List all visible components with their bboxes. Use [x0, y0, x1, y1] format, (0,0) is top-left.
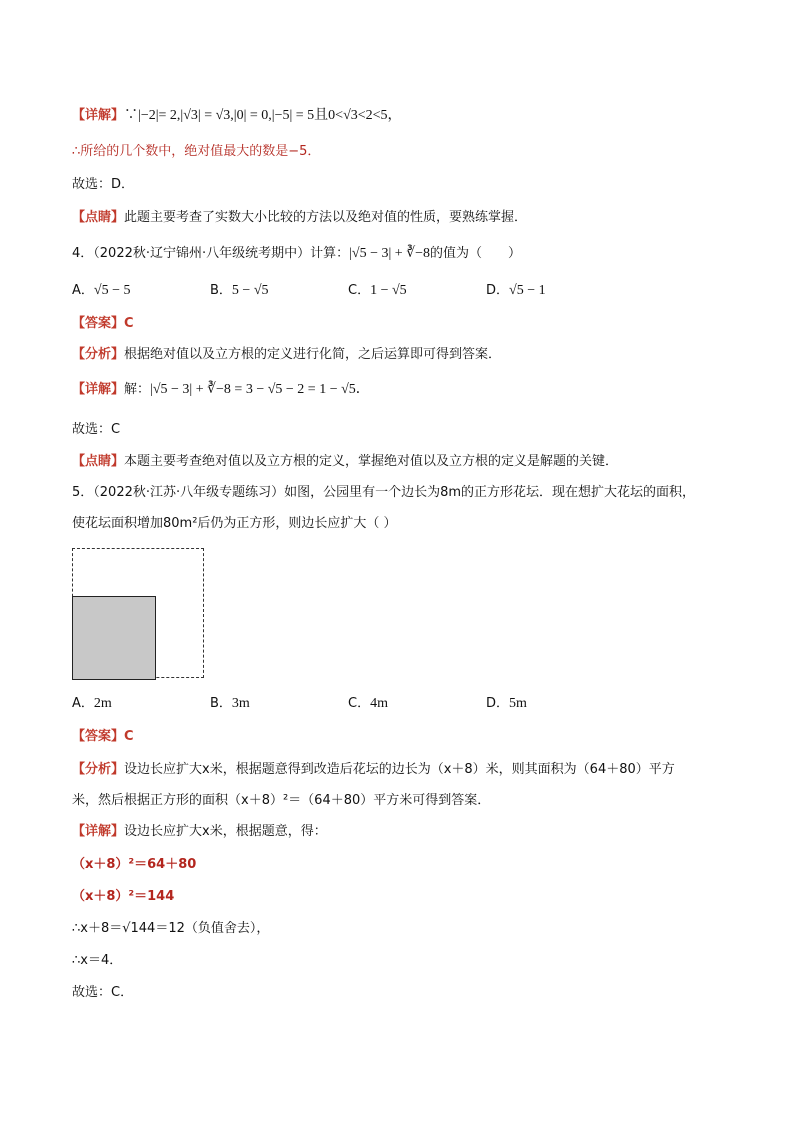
analysis-tag: 【分析】 — [72, 762, 125, 777]
q5-option-b: B．3m — [210, 696, 250, 711]
q5-option-a: A．2m — [72, 696, 112, 711]
q5-answer-value: C — [124, 729, 134, 744]
answer-tag: 【答案】 — [72, 316, 125, 331]
q4-option-b: B．5 − √5 — [210, 283, 269, 298]
q4-detail-line — [72, 380, 370, 400]
q5-stem-line1: 5．（2022秋·江苏·八年级专题练习）如图，公园里有一个边长为8m的正方形花坛．现在想扩大花坛的面积， — [72, 485, 696, 500]
q4-option-c: C．1 − √5 — [348, 283, 407, 298]
q4-option-a: A．√5 − 5 — [72, 283, 131, 298]
q3-detail-line — [72, 106, 402, 126]
analysis-tag: 【分析】 — [72, 347, 125, 362]
q5-step-1: （x＋8）²＝64＋80 — [72, 857, 197, 872]
original-square-shaded — [72, 596, 156, 680]
q3-comment-line — [72, 208, 527, 228]
q4-stem-prefix: 4．（2022秋·辽宁锦州·八年级统考期中）计算： — [72, 246, 350, 261]
q5-step-2: （x＋8）²＝144 — [72, 889, 175, 904]
q4-choice: 故选：C — [72, 422, 121, 437]
q5-analysis-line2: 米，然后根据正方形的面积（x＋8）²＝（64＋80）平方米可得到答案． — [72, 793, 491, 808]
q4-option-d: D．√5 − 1 — [486, 283, 546, 298]
detail-tag: 【详解】 — [72, 108, 125, 123]
q3-comment-text: 此题主要考查了实数大小比较的方法以及绝对值的性质，要熟练掌握． — [124, 210, 528, 225]
q3-detail-math: ∵|−2|= 2,|√3| = √3,|0| = 0,|−5| = 5且0<√3<2<5， — [124, 108, 402, 123]
q4-stem — [72, 244, 521, 264]
answer-tag: 【答案】 — [72, 729, 125, 744]
q5-analysis-text1: 设边长应扩大x米，根据题意得到改造后花坛的边长为（x＋8）米，则其面积为（64＋80）平方 — [124, 762, 675, 777]
q4-stem-suffix: 的值为（ ） — [430, 246, 522, 261]
q4-comment-text: 本题主要考查绝对值以及立方根的定义，掌握绝对值以及立方根的定义是解题的关键． — [124, 454, 619, 469]
q5-stem-line2: 使花坛面积增加80m²后仍为正方形，则边长应扩大（ ） — [72, 516, 397, 531]
comment-tag: 【点睛】 — [72, 210, 125, 225]
q5-option-c: C．4m — [348, 696, 388, 711]
q5-analysis-line1 — [72, 760, 675, 780]
q4-analysis-text: 根据绝对值以及立方根的定义进行化简，之后运算即可得到答案． — [124, 347, 502, 362]
q3-choice: 故选：D． — [72, 177, 135, 192]
q5-step-4: ∴x＝4． — [72, 953, 123, 968]
q5-answer-line — [72, 727, 134, 747]
q5-option-d: D．5m — [486, 696, 527, 711]
q4-answer-line — [72, 314, 134, 334]
detail-tag: 【详解】 — [72, 824, 125, 839]
comment-tag: 【点睛】 — [72, 454, 125, 469]
q4-stem-expr: |√5 − 3| + ∛−8 — [349, 246, 431, 261]
q5-detail-text: 设边长应扩大x米，根据题意，得： — [124, 824, 327, 839]
q3-conclusion: ∴所给的几个数中，绝对值最大的数是−5． — [72, 144, 321, 159]
q4-comment-line — [72, 452, 618, 472]
q5-step-3: ∴x＋8＝√144＝12（负值舍去）， — [72, 921, 270, 936]
flowerbed-diagram — [72, 548, 206, 680]
q4-answer-value: C — [124, 316, 134, 331]
q4-detail-math: |√5 − 3| + ∛−8 = 3 − √5 − 2 = 1 − √5． — [150, 382, 370, 397]
q4-detail-prefix: 解： — [124, 382, 151, 397]
q5-detail-line — [72, 822, 327, 842]
detail-tag: 【详解】 — [72, 382, 125, 397]
q5-choice: 故选：C． — [72, 985, 134, 1000]
q4-analysis-line — [72, 345, 501, 365]
